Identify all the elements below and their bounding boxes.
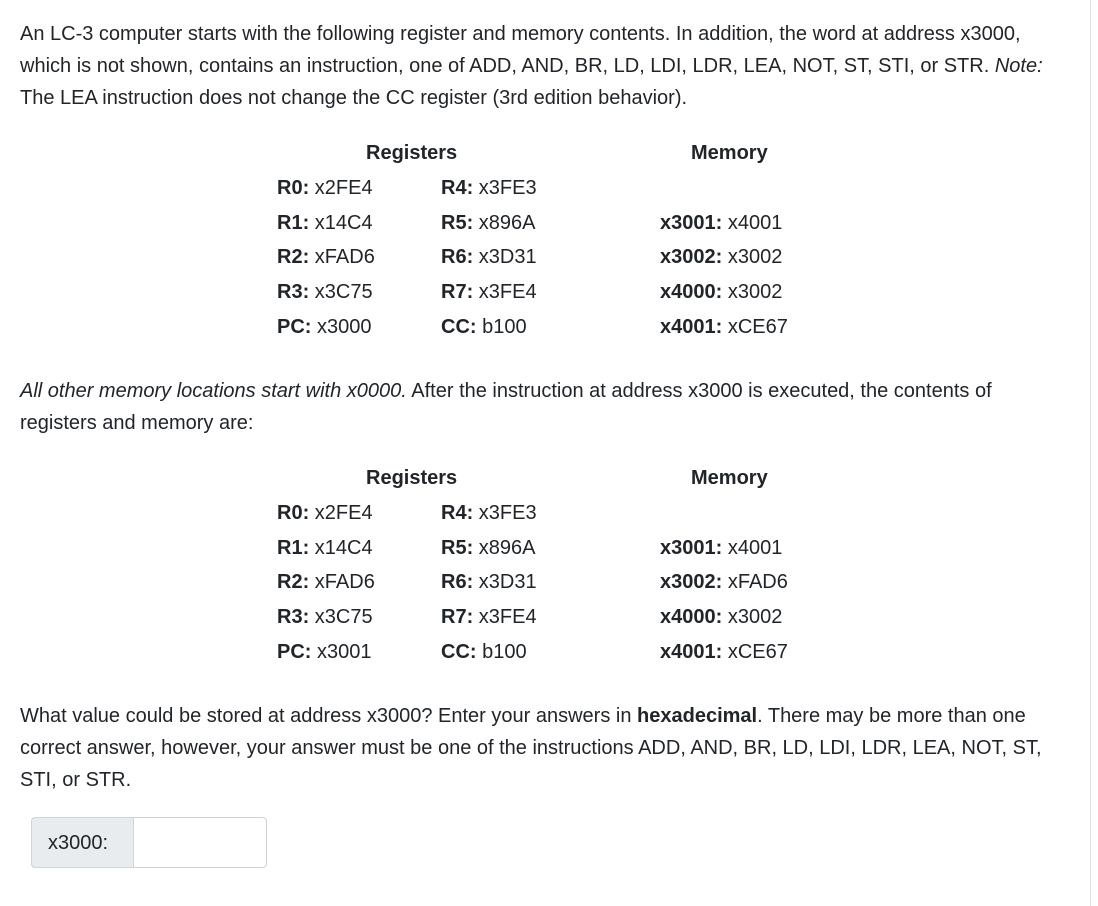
register-r7 bbox=[441, 276, 537, 308]
register-name: PC: bbox=[277, 316, 312, 338]
register-name: R7: bbox=[441, 281, 474, 303]
register-name: R1: bbox=[277, 212, 310, 234]
memory-row bbox=[660, 636, 788, 668]
answer-input[interactable] bbox=[133, 817, 267, 868]
register-name: PC: bbox=[277, 641, 312, 663]
register-cc bbox=[441, 636, 527, 668]
register-value: x3FE4 bbox=[478, 606, 537, 628]
memory-value: xFAD6 bbox=[727, 571, 788, 593]
note-text: The LEA instruction does not change the CC register (3rd edition behavior). bbox=[20, 87, 688, 109]
register-value: x896A bbox=[478, 537, 536, 559]
memory-value: x4001 bbox=[727, 537, 783, 559]
register-name: R4: bbox=[441, 177, 474, 199]
memory-row bbox=[660, 207, 782, 239]
register-value: xFAD6 bbox=[314, 571, 375, 593]
register-value: x3D31 bbox=[478, 246, 537, 268]
register-name: R3: bbox=[277, 606, 310, 628]
register-r0 bbox=[277, 497, 373, 529]
memory-row bbox=[660, 311, 788, 343]
register-value: x3FE3 bbox=[478, 177, 537, 199]
register-r5 bbox=[441, 207, 536, 239]
register-value: x2FE4 bbox=[314, 177, 373, 199]
memory-value: xCE67 bbox=[727, 316, 788, 338]
register-name: R2: bbox=[277, 571, 310, 593]
question-text-before: What value could be stored at address x3000? Enter your answers in bbox=[20, 705, 638, 727]
registers-header: Registers bbox=[366, 467, 458, 489]
register-r6 bbox=[441, 566, 537, 598]
intro-paragraph bbox=[20, 18, 1070, 114]
answer-input-group bbox=[31, 817, 267, 868]
memory-address: x4000: bbox=[660, 606, 723, 628]
register-value: x14C4 bbox=[314, 212, 373, 234]
register-r5 bbox=[441, 532, 536, 564]
memory-address: x4000: bbox=[660, 281, 723, 303]
middle-text: After the instruction at address x3000 is executed, the contents of registers and memory are: bbox=[20, 380, 992, 434]
memory-header: Memory bbox=[691, 142, 768, 164]
register-value: x896A bbox=[478, 212, 536, 234]
final-state-table bbox=[0, 462, 1098, 662]
memory-address: x3001: bbox=[660, 212, 723, 234]
register-value: x3D31 bbox=[478, 571, 537, 593]
memory-value: x4001 bbox=[727, 212, 783, 234]
register-name: CC: bbox=[441, 641, 477, 663]
register-name: R0: bbox=[277, 177, 310, 199]
question-bold-text: hexadecimal bbox=[637, 705, 758, 727]
register-r4 bbox=[441, 497, 537, 529]
memory-value: x3002 bbox=[727, 606, 783, 628]
register-value: b100 bbox=[482, 641, 527, 663]
register-name: R3: bbox=[277, 281, 310, 303]
memory-value: xCE67 bbox=[727, 641, 788, 663]
register-pc bbox=[277, 636, 372, 668]
register-name: R1: bbox=[277, 537, 310, 559]
register-value: xFAD6 bbox=[314, 246, 375, 268]
register-name: CC: bbox=[441, 316, 477, 338]
register-name: R4: bbox=[441, 502, 474, 524]
register-name: R6: bbox=[441, 571, 474, 593]
memory-address: x3001: bbox=[660, 537, 723, 559]
memory-row bbox=[660, 276, 782, 308]
memory-row bbox=[660, 566, 788, 598]
initial-state-table bbox=[0, 137, 1098, 337]
register-r0 bbox=[277, 172, 373, 204]
memory-header: Memory bbox=[691, 467, 768, 489]
register-value: x3FE4 bbox=[478, 281, 537, 303]
register-cc bbox=[441, 311, 527, 343]
register-r7 bbox=[441, 601, 537, 633]
memory-address: x3002: bbox=[660, 571, 723, 593]
memory-row bbox=[660, 241, 782, 273]
content-right-border bbox=[1090, 0, 1091, 906]
register-value: x3C75 bbox=[314, 606, 373, 628]
memory-value: x3002 bbox=[727, 281, 783, 303]
register-pc bbox=[277, 311, 372, 343]
question-paragraph bbox=[20, 700, 1070, 796]
memory-address: x4001: bbox=[660, 316, 723, 338]
note-label: Note: bbox=[994, 55, 1043, 77]
register-r3 bbox=[277, 276, 373, 308]
memory-row bbox=[660, 532, 782, 564]
register-r2 bbox=[277, 566, 375, 598]
register-value: x3000 bbox=[317, 316, 372, 338]
registers-header: Registers bbox=[366, 142, 458, 164]
register-value: x3FE3 bbox=[478, 502, 537, 524]
intro-text: An LC-3 computer starts with the following register and memory contents. In addition, the word at address x3000, which is not shown, contains an instruction, one of ADD, AND, BR, LD, LDI, LDR, LEA, NOT, ST, STI, or STR. bbox=[20, 23, 1021, 77]
register-value: x14C4 bbox=[314, 537, 373, 559]
memory-address: x3002: bbox=[660, 246, 723, 268]
memory-address: x4001: bbox=[660, 641, 723, 663]
register-name: R5: bbox=[441, 537, 474, 559]
register-r4 bbox=[441, 172, 537, 204]
register-name: R7: bbox=[441, 606, 474, 628]
register-r3 bbox=[277, 601, 373, 633]
register-name: R6: bbox=[441, 246, 474, 268]
register-r6 bbox=[441, 241, 537, 273]
register-value: b100 bbox=[482, 316, 527, 338]
middle-paragraph bbox=[20, 375, 1070, 439]
memory-value: x3002 bbox=[727, 246, 783, 268]
register-value: x3001 bbox=[317, 641, 372, 663]
answer-label: x3000: bbox=[31, 817, 133, 868]
register-value: x2FE4 bbox=[314, 502, 373, 524]
middle-italic-text: All other memory locations start with x0000. bbox=[20, 380, 407, 402]
register-name: R5: bbox=[441, 212, 474, 234]
register-r1 bbox=[277, 207, 373, 239]
register-name: R0: bbox=[277, 502, 310, 524]
register-r1 bbox=[277, 532, 373, 564]
register-name: R2: bbox=[277, 246, 310, 268]
memory-row bbox=[660, 601, 782, 633]
question-text-after: . There may be more than one correct answer, however, your answer must be one of the instructions ADD, AND, BR, LD, LDI, LDR, LEA, NOT, ST, STI, or STR. bbox=[20, 705, 1042, 791]
register-value: x3C75 bbox=[314, 281, 373, 303]
register-r2 bbox=[277, 241, 375, 273]
